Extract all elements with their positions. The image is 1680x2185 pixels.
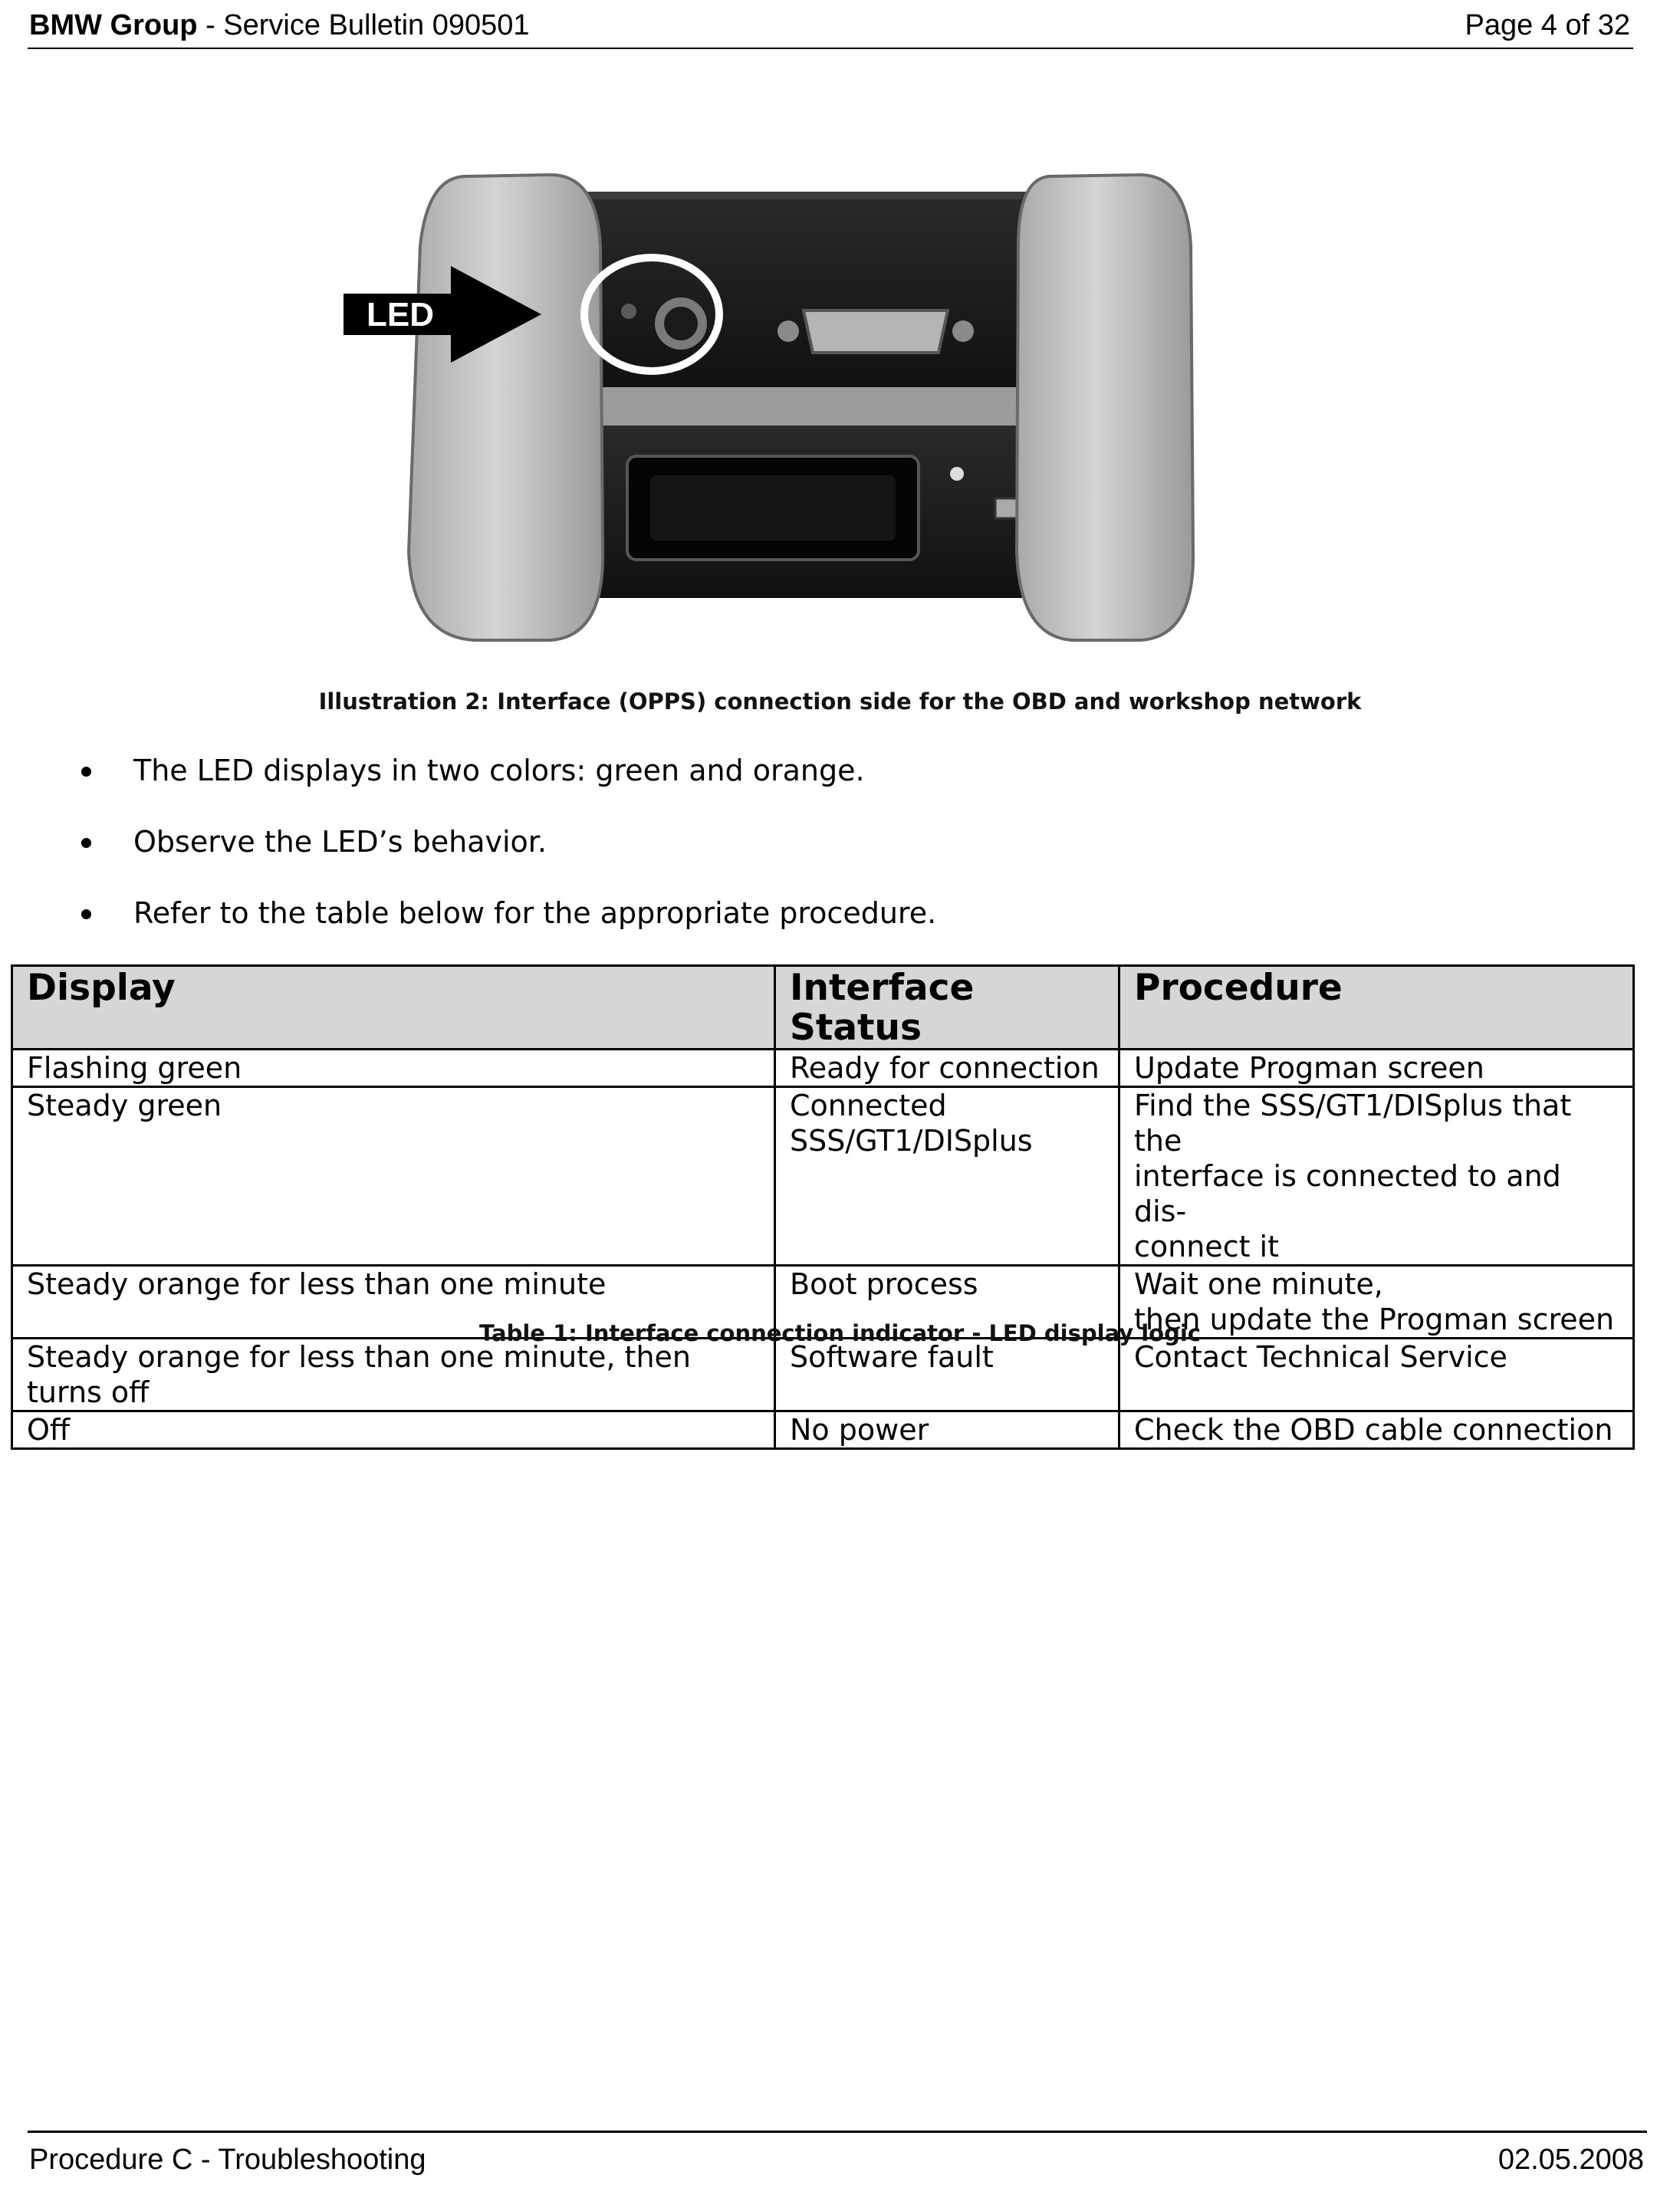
cell-status: Ready for connection bbox=[775, 1050, 1119, 1087]
table-row bbox=[12, 1339, 1634, 1411]
column-header-procedure: Procedure bbox=[1119, 966, 1634, 1050]
header-title bbox=[29, 6, 530, 44]
header-page-number: Page 4 of 32 bbox=[1465, 9, 1630, 41]
left-rubber-bumper bbox=[409, 175, 603, 640]
led-indicator bbox=[621, 304, 636, 319]
cell-display: Off bbox=[12, 1411, 775, 1449]
obd-connector bbox=[804, 310, 948, 353]
led-callout-label: LED bbox=[367, 296, 434, 334]
footer-date: 02.05.2008 bbox=[1498, 2144, 1644, 2176]
cell-display: Flashing green bbox=[12, 1050, 775, 1087]
upper-panel bbox=[574, 199, 1072, 391]
cell-status: No power bbox=[775, 1411, 1119, 1449]
page-footer bbox=[28, 2131, 1647, 2179]
cell-status: Connected SSS/GT1/DISplus bbox=[775, 1087, 1119, 1266]
cell-display: Steady orange for less than one minute, then turns off bbox=[12, 1339, 775, 1411]
list-item: Observe the LED’s behavior. bbox=[77, 819, 936, 890]
table-row bbox=[12, 1050, 1634, 1087]
table-row bbox=[12, 1087, 1634, 1266]
list-item: Refer to the table below for the appropriate procedure. bbox=[77, 890, 936, 961]
table-caption: Table 1: Interface connection indicator - LED display logic bbox=[479, 1320, 1201, 1346]
cell-procedure: Contact Technical Service bbox=[1119, 1339, 1634, 1411]
header-bulletin: - Service Bulletin 090501 bbox=[197, 9, 530, 41]
cell-procedure: Check the OBD cable connection bbox=[1119, 1411, 1634, 1449]
page-header bbox=[28, 6, 1633, 49]
list-item: The LED displays in two colors: green and orange. bbox=[77, 748, 936, 819]
table-header-row bbox=[12, 966, 1634, 1050]
led-display-table bbox=[11, 964, 1635, 1450]
cell-procedure: Find the SSS/GT1/DISplus that the interface is connected to and dis- connect it bbox=[1119, 1087, 1634, 1266]
cell-status: Software fault bbox=[775, 1339, 1119, 1411]
cell-procedure: Update Progman screen bbox=[1119, 1050, 1634, 1087]
instruction-list bbox=[77, 748, 936, 961]
cell-procedure: Wait one minute, then update the Progman screen bbox=[1119, 1266, 1634, 1339]
interface-photo bbox=[344, 153, 1242, 652]
column-header-interface-status: Interface Status bbox=[775, 966, 1119, 1050]
right-rubber-bumper bbox=[1017, 175, 1193, 640]
column-header-display: Display bbox=[12, 966, 775, 1050]
table-row bbox=[12, 1411, 1634, 1449]
cell-display: Steady orange for less than one minute bbox=[12, 1266, 775, 1339]
cell-status: Boot process bbox=[775, 1266, 1119, 1339]
header-brand: BMW Group bbox=[29, 9, 198, 41]
interface-device-illustration bbox=[344, 153, 1242, 652]
footer-section: Procedure C - Troubleshooting bbox=[29, 2144, 426, 2176]
cell-display: Steady green bbox=[12, 1087, 775, 1266]
figure-caption: Illustration 2: Interface (OPPS) connection side for the OBD and workshop network bbox=[318, 688, 1362, 715]
